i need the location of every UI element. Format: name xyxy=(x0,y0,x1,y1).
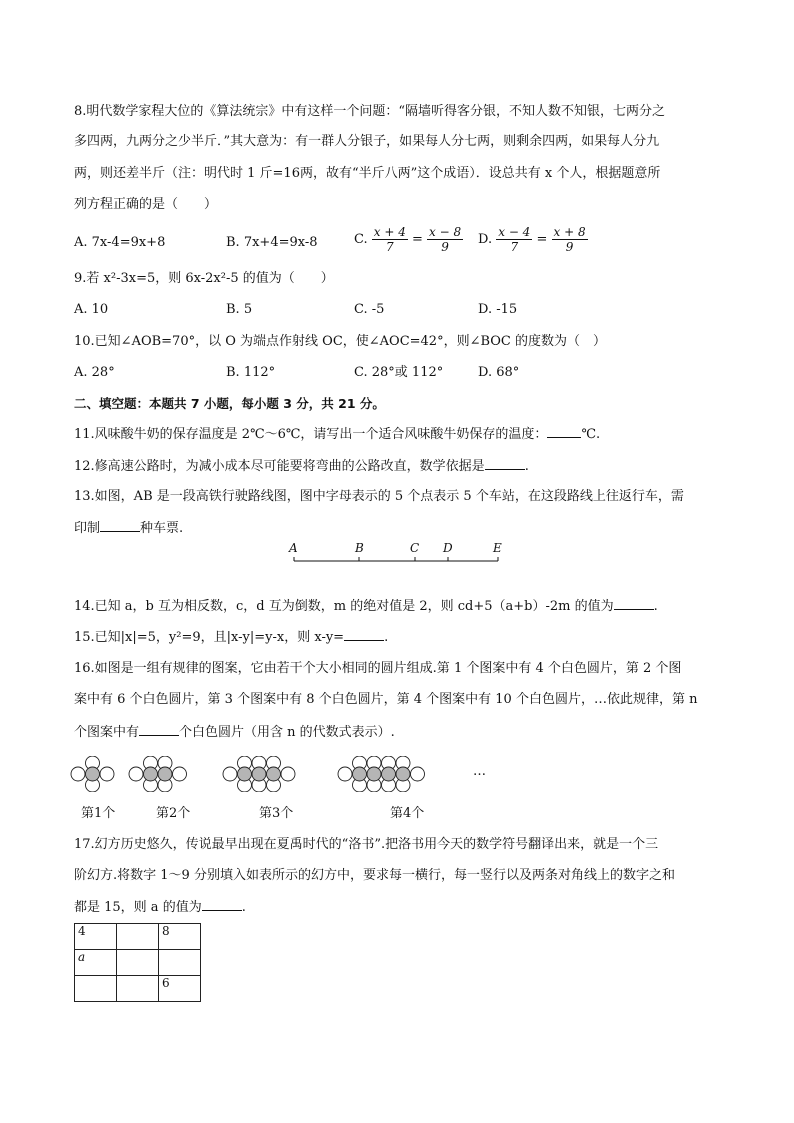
answer-blank xyxy=(614,597,654,610)
q17-line-1: 17.幻方历史悠久，传说最早出现在夏禹时代的“洛书”.把洛书用今天的数学符号翻译出来，就是一个三 xyxy=(74,837,659,852)
grey-circle xyxy=(367,767,381,781)
q13-line-2 xyxy=(74,519,183,538)
grey-circle xyxy=(382,767,396,781)
fraction-denominator: 9 xyxy=(441,240,449,254)
grey-circle xyxy=(144,767,158,781)
white-circle xyxy=(71,767,85,781)
table-cell: 8 xyxy=(159,924,201,950)
q14-text: 14.已知 a，b 互为相反数，c，d 互为倒数，m 的绝对值是 2，则 cd+5（a+b）-2m 的值为 xyxy=(74,599,614,614)
q13-line-1: 13.如图，AB 是一段高铁行驶路线图，图中字母表示的 5 个点表示 5 个车站，在这段路线上往返行车，需 xyxy=(74,489,684,504)
q8-option-a: A. 7x-4=9x+8 xyxy=(74,235,166,250)
answer-blank xyxy=(485,457,525,470)
q8-option-c-fraction-2 xyxy=(427,225,463,254)
q8-option-d-prefix: D. xyxy=(478,232,493,247)
q8-option-c-prefix: C. xyxy=(354,232,368,247)
pattern-label-3: 第3个 xyxy=(259,806,294,821)
q9-option-a: A. 10 xyxy=(74,302,109,317)
q9-option-d: D. -15 xyxy=(478,302,518,317)
point-label-c: C xyxy=(410,541,420,555)
q12-suffix: . xyxy=(524,459,529,474)
fraction-numerator: x + 4 xyxy=(373,225,406,239)
answer-blank xyxy=(547,425,581,438)
grey-circle xyxy=(353,767,367,781)
q12-text: 12.修高速公路时，为减小成本尽可能要将弯曲的公路改直，数学依据是 xyxy=(74,459,485,474)
q15-text: 15.已知|x|=5，y²=9，且|x-y|=y-x，则 x-y= xyxy=(74,630,345,645)
answer-blank xyxy=(202,898,242,911)
fraction-numerator: x − 8 xyxy=(429,225,462,239)
white-circle xyxy=(338,767,352,781)
white-circle xyxy=(281,767,295,781)
q8-line-3: 两，则还差半斤（注：明代时 1 斤=16两，故有“半斤八两”这个成语）．设总共有 x 个人，根据题意所 xyxy=(74,166,661,181)
table-row xyxy=(75,924,201,950)
equals-sign: = xyxy=(412,232,423,247)
section-heading: 二、填空题：本题共 7 小题，每小题 3 分，共 21 分。 xyxy=(74,396,385,411)
equals-sign: = xyxy=(536,232,548,247)
q15 xyxy=(74,628,388,647)
q14 xyxy=(74,597,658,616)
table-cell xyxy=(117,976,159,1002)
q16-line-1: 16.如图是一组有规律的图案，它由若干个大小相同的圆片组成.第 1 个图案中有 4 个白色圆片，第 2 个图 xyxy=(74,661,682,676)
q8-option-c xyxy=(354,225,463,254)
q16-line-2: 案中有 6 个白色圆片，第 3 个图案中有 8 个白色圆片，第 4 个图案中有 10 个白色圆片，…依此规律，第 n xyxy=(74,692,698,707)
q13-line-2-text: 印制 xyxy=(74,521,101,536)
q11-suffix: ℃. xyxy=(581,427,601,442)
white-circle xyxy=(411,767,425,781)
q11 xyxy=(74,425,600,444)
q15-suffix: . xyxy=(384,630,389,645)
fraction-denominator: 9 xyxy=(565,240,574,254)
grey-circle xyxy=(158,767,172,781)
q8-line-4: 列方程正确的是（ ） xyxy=(74,197,218,212)
table-cell xyxy=(75,976,117,1002)
q9-stem: 9.若 x²-3x=5，则 6x-2x²-5 的值为（ ） xyxy=(74,271,334,286)
q8-line-1: 8.明代数学家程大位的《算法统宗》中有这样一个问题：“隔墙听得客分银，不知人数不知银，七两分之 xyxy=(74,104,666,119)
q9-option-c: C. -5 xyxy=(354,302,385,317)
q10-stem: 10.已知∠AOB=70°，以 O 为端点作射线 OC，使∠AOC=42°，则∠BOC 的度数为（ ） xyxy=(74,334,607,349)
table-cell xyxy=(117,924,159,950)
grey-circle xyxy=(267,767,281,781)
q8-option-d-fraction-1 xyxy=(496,225,532,254)
q10-option-b: B. 112° xyxy=(226,365,276,380)
q9-option-b: B. 5 xyxy=(226,302,253,317)
table-row xyxy=(75,950,201,976)
point-label-b: B xyxy=(355,541,364,555)
circle-pattern-figure xyxy=(70,756,510,792)
point-label-d: D xyxy=(443,541,453,555)
q8-option-d xyxy=(478,225,588,254)
q8-option-d-fraction-2 xyxy=(552,225,588,254)
q8-line-2: 多四两，九两分之少半斤．”其大意为：有一群人分银子，如果每人分七两，则剩余四两，如果每人分九 xyxy=(74,134,660,149)
grey-circle xyxy=(86,767,100,781)
white-circle xyxy=(173,767,187,781)
white-circle xyxy=(100,767,114,781)
magic-square-table xyxy=(74,923,201,1002)
answer-blank xyxy=(344,628,384,641)
route-segment-figure xyxy=(285,552,505,566)
q17-line-3 xyxy=(74,898,246,917)
pattern-label-1: 第1个 xyxy=(81,806,116,821)
pattern-label-2: 第2个 xyxy=(156,806,191,821)
q11-text: 11.风味酸牛奶的保存温度是 2℃～6℃，请写出一个适合风味酸牛奶保存的温度： xyxy=(74,427,548,442)
point-label-e: E xyxy=(493,541,502,555)
q12 xyxy=(74,457,529,476)
q10-option-d: D. 68° xyxy=(478,365,520,380)
answer-blank xyxy=(100,519,140,532)
white-circle xyxy=(129,767,143,781)
grey-circle xyxy=(252,767,266,781)
answer-blank xyxy=(139,723,179,736)
grey-circle xyxy=(238,767,252,781)
table-cell xyxy=(159,950,201,976)
q16-line-3-text: 个图案中有 xyxy=(74,725,140,740)
pattern-ellipsis: … xyxy=(473,764,486,779)
white-circle xyxy=(223,767,237,781)
q8-option-c-fraction-1 xyxy=(372,225,408,254)
table-cell: 6 xyxy=(159,976,201,1002)
fraction-numerator: x + 8 xyxy=(553,225,586,239)
table-row xyxy=(75,976,201,1002)
table-cell xyxy=(117,950,159,976)
q17-line-3-suffix: . xyxy=(241,900,246,915)
q17-line-2: 阶幻方.将数字 1～9 分别填入如表所示的幻方中，要求每一横行，每一竖行以及两条对角线上的数字之和 xyxy=(74,868,675,883)
fraction-denominator: 7 xyxy=(510,240,519,254)
table-cell: a xyxy=(75,950,117,976)
q10-option-c: C. 28°或 112° xyxy=(354,365,444,380)
pattern-label-4: 第4个 xyxy=(390,806,425,821)
q8-option-b: B. 7x+4=9x-8 xyxy=(226,235,318,250)
fraction-numerator: x − 4 xyxy=(498,225,531,239)
q14-suffix: . xyxy=(653,599,658,614)
q13-line-2-suffix: 种车票. xyxy=(140,521,184,536)
table-cell: 4 xyxy=(75,924,117,950)
q10-option-a: A. 28° xyxy=(74,365,115,380)
point-label-a: A xyxy=(289,541,298,555)
q16-line-3 xyxy=(74,723,395,742)
fraction-denominator: 7 xyxy=(385,240,394,254)
q16-line-3-suffix: 个白色圆片（用含 n 的代数式表示）. xyxy=(179,725,395,740)
grey-circle xyxy=(396,767,410,781)
q17-line-3-text: 都是 15，则 a 的值为 xyxy=(74,900,202,915)
